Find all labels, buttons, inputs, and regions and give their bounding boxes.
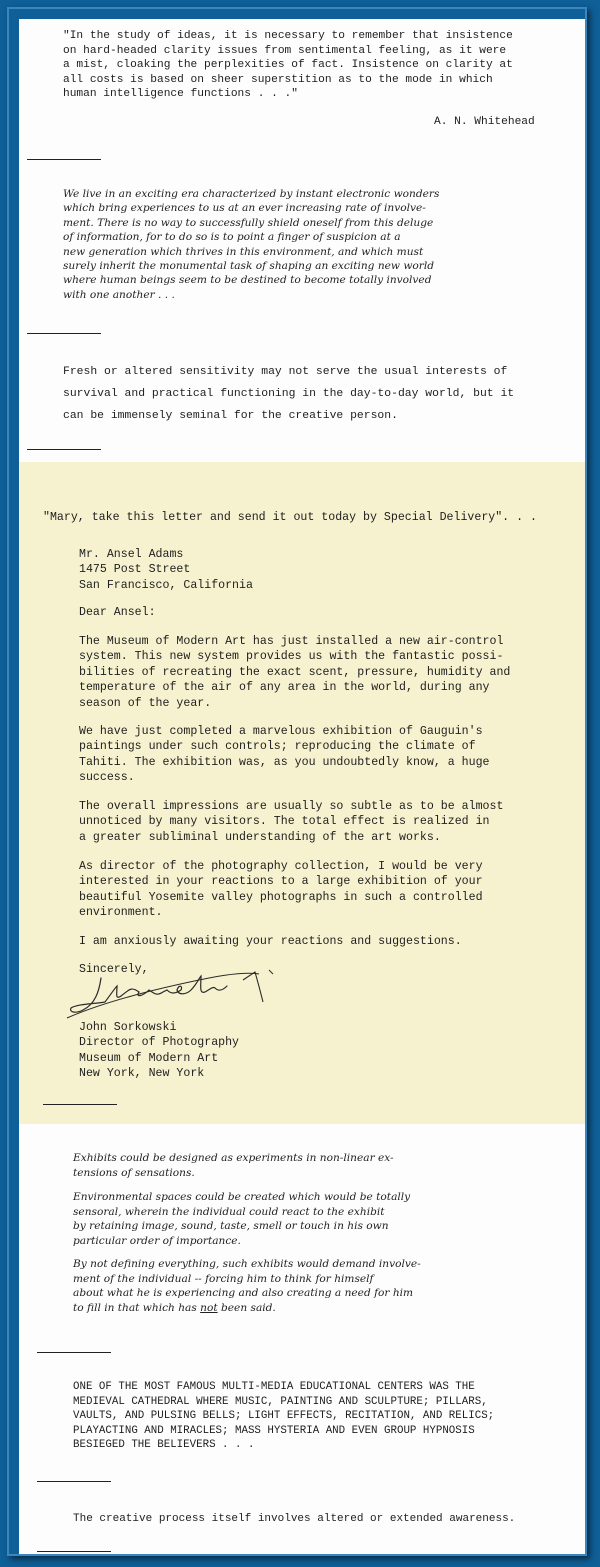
letter-section <box>19 462 587 1124</box>
page-frame <box>7 7 587 1556</box>
section-divider <box>37 1481 111 1482</box>
letter-paragraph-5: I am anxiously awaiting your reactions and suggestions. <box>79 935 462 948</box>
exhibits-section <box>19 1124 587 1556</box>
section-divider <box>43 1104 117 1105</box>
exhibits-paragraph-3-text: By not defining everything, such exhibits would demand involve- ment of the individual -- forcing him to think for himself about what he is experiencing and also creating a need for him to fill in that which has <box>73 1258 421 1314</box>
exhibits-paragraph-1: Exhibits could be designed as experiments in non-linear ex- tensions of sensations. <box>73 1152 394 1179</box>
letter-address: Mr. Ansel Adams 1475 Post Street San Francisco, California <box>79 548 253 592</box>
emphasized-not: not <box>200 1301 218 1314</box>
whitehead-author: A. N. Whitehead <box>434 116 535 128</box>
section-divider <box>27 333 101 334</box>
handwritten-signature <box>59 964 289 1024</box>
section-divider <box>27 159 101 160</box>
sensitivity-paragraph: Fresh or altered sensitivity may not serve the usual interests of survival and practical functioning in the day-to-day world, but it can be immensely seminal for the creative person. <box>63 366 515 422</box>
section-divider <box>37 1352 111 1353</box>
letter-paragraph-4: As director of the photography collection, I would be very interested in your reactions to a large exhibition of your beautiful Yosemite valley photographs in such a controlled environment. <box>79 860 483 920</box>
letter-paragraph-3: The overall impressions are usually so subtle as to be almost unnoticed by many visitors. The total effect is realized in a greater subliminal understanding of the art works. <box>79 800 504 844</box>
letter-signer-block: John Sorkowski Director of Photography Museum of Modern Art New York, New York <box>79 1021 240 1080</box>
creative-paragraph: The creative process itself involves altered or extended awareness. <box>73 1513 516 1525</box>
document-sheet <box>19 19 587 1556</box>
exhibits-paragraph-3-end: been said. <box>217 1301 276 1314</box>
letter-paragraph-1: The Museum of Modern Art has just installed a new air-control system. This new system provides us with the fantastic possi- bilities of recreating the exact scent, pressure, humidity and temperature of the air of any area in the world, during any season of the year. <box>79 635 511 710</box>
letter-paragraph-2: We have just completed a marvelous exhibition of Gauguin's paintings under such controls; reproducing the climate of Tahiti. The exhibition was, as you undoubtedly know, a huge success. <box>79 725 490 785</box>
letter-salutation: Dear Ansel: <box>79 606 156 619</box>
section-divider <box>37 1551 111 1552</box>
whitehead-quote: "In the study of ideas, it is necessary to remember that insistence on hard-headed clarity issues from sentimental feeling, as it were a mist, cloaking the perplexities of fact. Insistence on clarity at all costs is based on sheer superstition as to the mode in which human intelligence functions . . ." <box>63 30 513 101</box>
section-divider <box>27 449 101 450</box>
exhibits-paragraph-2: Environmental spaces could be created which would be totally sensoral, wherein the individual could react to the exhibit by retaining image, sound, taste, smell or touch in his own particular order of importance. <box>73 1191 411 1247</box>
whitehead-section <box>19 19 587 462</box>
letter-closing: Sincerely, <box>79 963 149 976</box>
cathedral-paragraph: ONE OF THE MOST FAMOUS MULTI-MEDIA EDUCATIONAL CENTERS WAS THE MEDIEVAL CATHEDRAL WHERE MUSIC, PAINTING AND SCULPTURE; PILLARS, VAULTS, AND PULSING BELLS; LIGHT EFFECTS, RECITATION, AND RELICS; PLAYACTING AND MIRACLES; MASS HYSTERIA AND EVEN GROUP HYPNOSIS BESIEGED THE BELIEVERS . . . <box>73 1381 495 1452</box>
era-paragraph: We live in an exciting era characterized by instant electronic wonders which bring experiences to us at an ever increasing rate of involve- ment. There is no way to successfully shield oneself from this deluge of information, for to do so is to point a finger of suspicion at a new generation which thrives in this environment, and which must surely inherit the monumental task of shaping an exciting new world where human beings seem to be destined to become totally involved with one another . . . <box>63 188 440 301</box>
exhibits-paragraph-3 <box>73 1257 421 1315</box>
letter-opening: "Mary, take this letter and send it out today by Special Delivery". . . <box>43 511 537 524</box>
